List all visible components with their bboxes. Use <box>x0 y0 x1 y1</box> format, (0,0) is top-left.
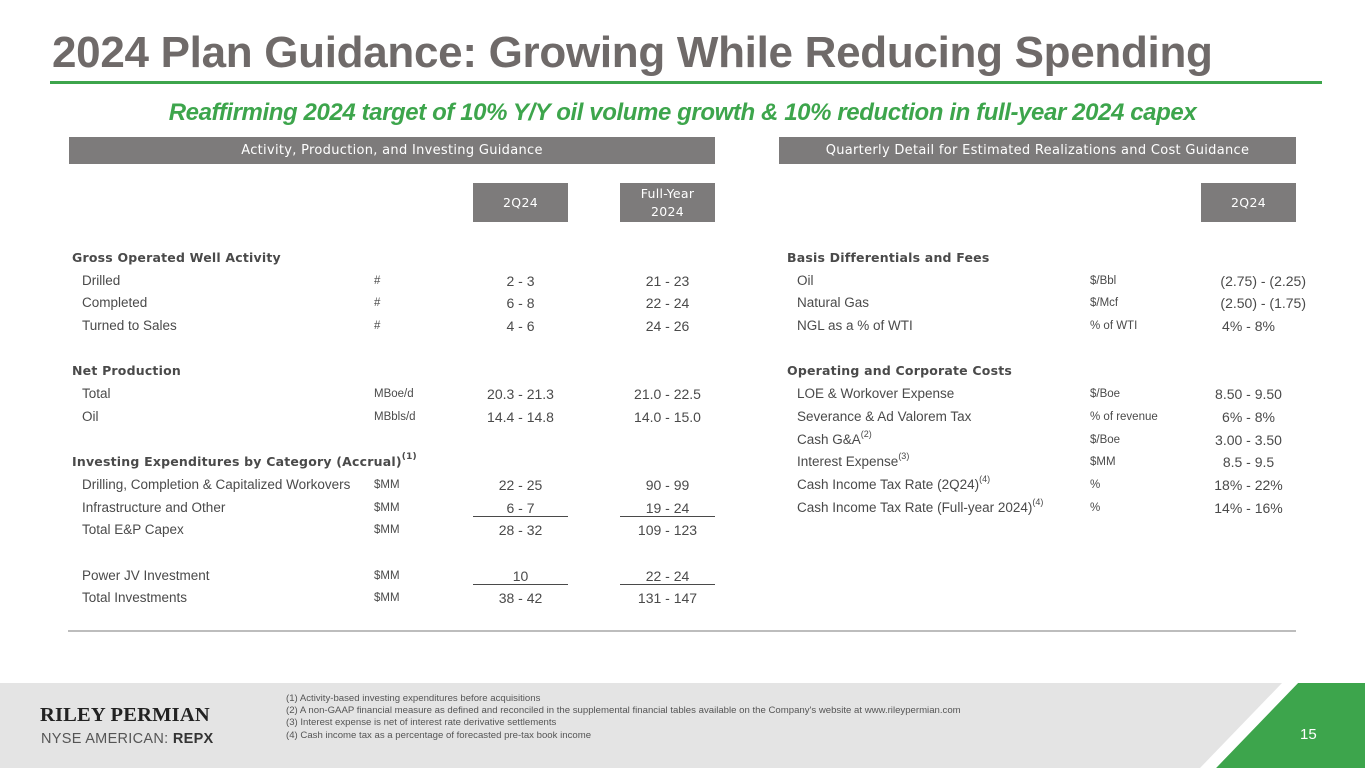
row-label-text: Cash G&A <box>797 431 861 447</box>
row-label: Drilled <box>82 272 121 288</box>
footnotes <box>286 693 961 742</box>
row-2q24-value: 14.4 - 14.8 <box>487 408 554 425</box>
row-label: Completed <box>82 295 148 311</box>
row-unit: $/Bbl <box>1090 274 1117 287</box>
title-divider <box>50 81 1322 84</box>
table-bottom-divider <box>68 630 1296 632</box>
right-col-2q24-label: 2Q24 <box>1231 194 1266 210</box>
row-label: Natural Gas <box>797 295 870 311</box>
right-table-header-band: Quarterly Detail for Estimated Realizations and Cost Guidance <box>779 137 1296 164</box>
footer <box>0 683 1365 768</box>
right-table-body <box>0 248 1306 520</box>
footnote-ref: (4) <box>979 473 991 484</box>
left-col-fy-line1: Full-Year <box>640 185 695 201</box>
row-label: LOE & Workover Expense <box>797 386 955 402</box>
row-2q24-value: 18% - 22% <box>1214 476 1283 493</box>
footnote-ref: (2) <box>860 428 872 439</box>
table-row <box>0 520 720 543</box>
row-2q24-value: 28 - 32 <box>498 522 543 539</box>
row-2q24-value: 10 <box>473 568 568 585</box>
spacer-row <box>0 339 1300 362</box>
page-number: 15 <box>1300 726 1317 743</box>
row-unit: % <box>1090 478 1101 491</box>
table-row <box>0 316 1300 339</box>
row-unit: # <box>374 320 381 333</box>
table-row <box>0 588 720 611</box>
row-unit: % of revenue <box>1090 410 1158 423</box>
row-label: Severance & Ad Valorem Tax <box>797 408 972 424</box>
row-fy-value: 21 - 23 <box>645 272 690 289</box>
row-label: Total E&P Capex <box>82 522 184 538</box>
table-row <box>0 407 1300 430</box>
row-label: Oil <box>797 272 814 288</box>
row-unit: $MM <box>374 478 400 491</box>
right-col-2q24-header <box>1201 183 1296 222</box>
row-2q24-value: 2 - 3 <box>506 272 535 289</box>
row-fy-value: 19 - 24 <box>620 500 715 517</box>
section-row <box>0 361 1300 384</box>
row-unit: $MM <box>374 569 400 582</box>
row-unit: $MM <box>374 524 400 537</box>
row-unit: $/Mcf <box>1090 297 1119 310</box>
footnote-3: (3) Interest expense is net of interest rate derivative settlements <box>286 717 557 729</box>
section-basis-differentials: Basis Differentials and Fees <box>787 250 990 265</box>
row-unit: $/Boe <box>1090 433 1121 446</box>
row-label: Power JV Investment <box>82 567 210 583</box>
section-row <box>0 248 1300 271</box>
spacer-row <box>0 543 720 566</box>
footnote-ref: (1) <box>401 452 417 463</box>
row-2q24-value: (2.50) - (1.75) <box>1220 295 1306 312</box>
row-fy-value: 90 - 99 <box>645 476 690 493</box>
row-label <box>797 451 910 470</box>
row-2q24-value: 8.5 - 9.5 <box>1222 454 1275 471</box>
row-label <box>797 428 872 447</box>
section-investing-label: Investing Expenditures by Category (Accrual) <box>72 454 402 470</box>
footnote-1: (1) Activity-based investing expenditures before acquisitions <box>286 693 541 704</box>
footnote-ref: (4) <box>1032 496 1044 507</box>
table-row <box>0 498 1300 521</box>
left-col-fy2024-header <box>620 183 715 222</box>
row-2q24-value: 22 - 25 <box>498 476 543 493</box>
left-col-2q24-header <box>473 183 568 222</box>
page-subtitle: Reaffirming 2024 target of 10% Y/Y oil volume growth & 10% reduction in full-year 2024 capex <box>168 99 1197 126</box>
section-gross-activity: Gross Operated Well Activity <box>72 250 281 265</box>
table-row <box>0 566 720 589</box>
exchange-label: NYSE AMERICAN: <box>41 731 169 747</box>
row-unit: MBoe/d <box>374 388 414 401</box>
row-2q24-value: 6 - 7 <box>473 500 568 517</box>
table-row <box>0 430 1300 453</box>
row-unit: $MM <box>1090 456 1116 469</box>
row-label: Total <box>82 386 111 402</box>
table-row <box>0 271 1306 294</box>
row-label-text: Cash Income Tax Rate (Full-year 2024) <box>797 499 1033 515</box>
row-fy-value: 21.0 - 22.5 <box>634 386 701 403</box>
row-2q24-value: (2.75) - (2.25) <box>1220 272 1306 289</box>
exchange-ticker <box>41 731 214 747</box>
row-label: Oil <box>82 408 99 424</box>
row-2q24-value: 3.00 - 3.50 <box>1215 431 1282 448</box>
row-2q24-value: 8.50 - 9.50 <box>1215 386 1282 403</box>
table-row <box>0 452 1300 475</box>
row-unit: % of WTI <box>1090 320 1138 333</box>
row-2q24-value: 20.3 - 21.3 <box>487 386 554 403</box>
row-unit: $MM <box>374 592 400 605</box>
row-unit: % <box>1090 501 1101 514</box>
row-fy-value: 131 - 147 <box>637 590 698 607</box>
row-fy-value: 14.0 - 15.0 <box>634 408 701 425</box>
row-2q24-value: 4 - 6 <box>506 318 535 335</box>
row-label: Total Investments <box>82 590 188 606</box>
row-2q24-value: 6 - 8 <box>506 295 535 312</box>
row-label-text: Interest Expense <box>797 454 899 470</box>
section-operating-costs: Operating and Corporate Costs <box>787 363 1013 379</box>
left-table-header-band: Activity, Production, and Investing Guidance <box>69 137 715 164</box>
row-label <box>797 473 991 492</box>
left-col-fy-line2: 2024 <box>650 203 684 219</box>
row-label: NGL as a % of WTI <box>797 318 913 334</box>
left-col-2q24-label: 2Q24 <box>503 194 538 210</box>
row-label: Drilling, Completion & Capitalized Workovers <box>82 476 351 492</box>
row-label-text: Cash Income Tax Rate (2Q24) <box>797 476 980 492</box>
footnote-4: (4) Cash income tax as a percentage of forecasted pre-tax book income <box>286 729 592 741</box>
row-fy-value: 24 - 26 <box>645 318 690 335</box>
row-unit: $MM <box>374 501 400 514</box>
section-net-production: Net Production <box>72 363 181 379</box>
page-title: 2024 Plan Guidance: Growing While Reducing Spending <box>52 28 1213 77</box>
row-fy-value: 109 - 123 <box>637 522 698 539</box>
row-label: Infrastructure and Other <box>82 499 226 515</box>
table-row <box>0 293 1306 316</box>
company-logo: RILEY PERMIAN <box>40 704 210 726</box>
footnote-ref: (3) <box>898 451 910 462</box>
row-2q24-value: 6% - 8% <box>1222 408 1275 425</box>
row-2q24-value: 38 - 42 <box>498 590 543 607</box>
table-row <box>0 384 1300 407</box>
row-label <box>797 496 1044 515</box>
row-unit: $/Boe <box>1090 388 1121 401</box>
row-fy-value: 22 - 24 <box>620 568 715 585</box>
footnote-2: (2) A non-GAAP financial measure as defined and reconciled in the supplemental financial tables available on the Company's website at www.rileypermian.com <box>286 705 961 717</box>
row-2q24-value: 4% - 8% <box>1222 318 1275 335</box>
table-row <box>0 475 1300 498</box>
ticker-symbol: REPX <box>172 731 214 747</box>
row-2q24-value: 14% - 16% <box>1214 499 1283 516</box>
row-unit: # <box>374 297 381 310</box>
row-unit: # <box>374 274 381 287</box>
row-label: Turned to Sales <box>82 318 177 334</box>
row-fy-value: 22 - 24 <box>645 295 690 312</box>
row-unit: MBbls/d <box>374 410 416 423</box>
